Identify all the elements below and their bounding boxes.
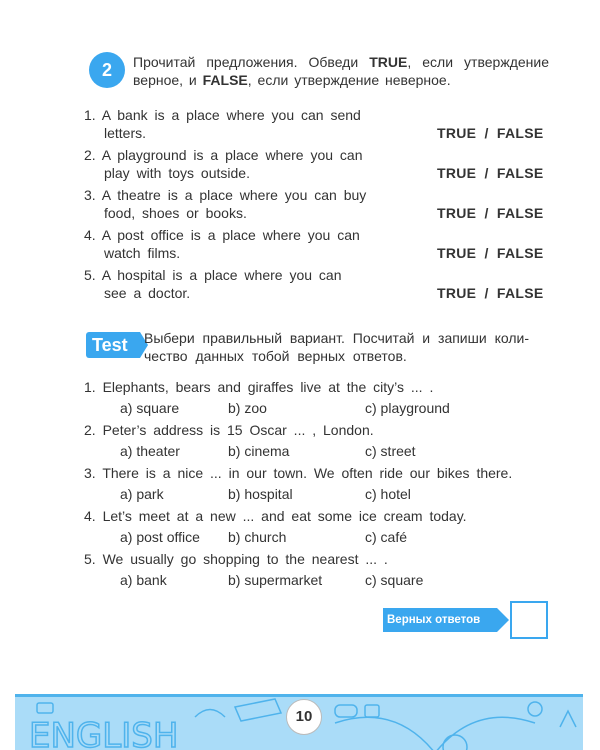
option-b[interactable]: b) cinema	[228, 443, 290, 459]
option-c[interactable]: c) street	[365, 443, 416, 459]
instruction-true-keyword: TRUE	[369, 54, 408, 70]
test-instruction-line1: Выбери правильный вариант. Посчитай и запиши коли-	[144, 330, 529, 346]
statement-line1: 2. A playground is a place where you can	[84, 147, 363, 163]
true-false-choice[interactable]: TRUE / FALSE	[437, 125, 544, 141]
exercise-number-badge: 2	[89, 52, 125, 88]
instruction-part: , если утверждение верное, и	[133, 54, 549, 88]
option-b[interactable]: b) zoo	[228, 400, 267, 416]
statement-line1: 5. A hospital is a place where you can	[84, 267, 342, 283]
question-text: 4. Let’s meet at a new ... and eat some ice cream today.	[84, 508, 467, 524]
statement-line2: letters.	[104, 125, 147, 141]
option-a[interactable]: a) theater	[120, 443, 180, 459]
correct-answers-label: Верных ответов	[383, 608, 497, 632]
correct-answers-input-box[interactable]	[510, 601, 548, 639]
true-false-choice[interactable]: TRUE / FALSE	[437, 165, 544, 181]
statement-line2: see a doctor.	[104, 285, 191, 301]
instruction-part: , если утверждение неверное.	[247, 72, 451, 88]
instruction-part: Прочитай предложения. Обведи	[133, 54, 370, 70]
option-b[interactable]: b) supermarket	[228, 572, 323, 588]
option-c[interactable]: c) square	[365, 572, 424, 588]
question-text: 5. We usually go shopping to the nearest ... .	[84, 551, 388, 567]
statement-line1: 1. A bank is a place where you can send	[84, 107, 361, 123]
option-b[interactable]: b) church	[228, 529, 287, 545]
question-text: 3. There is a nice ... in our town. We often ride our bikes there.	[84, 465, 513, 481]
true-false-choice[interactable]: TRUE / FALSE	[437, 285, 544, 301]
true-false-choice[interactable]: TRUE / FALSE	[437, 205, 544, 221]
option-a[interactable]: a) bank	[120, 572, 167, 588]
option-a[interactable]: a) park	[120, 486, 164, 502]
statement-line1: 3. A theatre is a place where you can buy	[84, 187, 367, 203]
statement-line1: 4. A post office is a place where you can	[84, 227, 360, 243]
statement-line2: food, shoes or books.	[104, 205, 247, 221]
question-text: 2. Peter’s address is 15 Oscar ... , London.	[84, 422, 374, 438]
statement-line2: play with toys outside.	[104, 165, 250, 181]
true-false-choice[interactable]: TRUE / FALSE	[437, 245, 544, 261]
question-text: 1. Elephants, bears and giraffes live at the city’s ... .	[84, 379, 434, 395]
option-c[interactable]: c) playground	[365, 400, 450, 416]
option-c[interactable]: c) café	[365, 529, 408, 545]
english-logo-text: ENGLISH	[29, 716, 179, 750]
test-badge: Test	[86, 332, 140, 358]
exercise-instruction	[133, 53, 549, 89]
option-a[interactable]: a) post office	[120, 529, 200, 545]
test-instruction-line2: чество данных тобой верных ответов.	[144, 348, 407, 364]
option-a[interactable]: a) square	[120, 400, 180, 416]
option-b[interactable]: b) hospital	[228, 486, 293, 502]
instruction-false-keyword: FALSE	[202, 72, 248, 88]
statement-line2: watch films.	[104, 245, 181, 261]
page-number: 10	[286, 699, 322, 735]
option-c[interactable]: c) hotel	[365, 486, 411, 502]
